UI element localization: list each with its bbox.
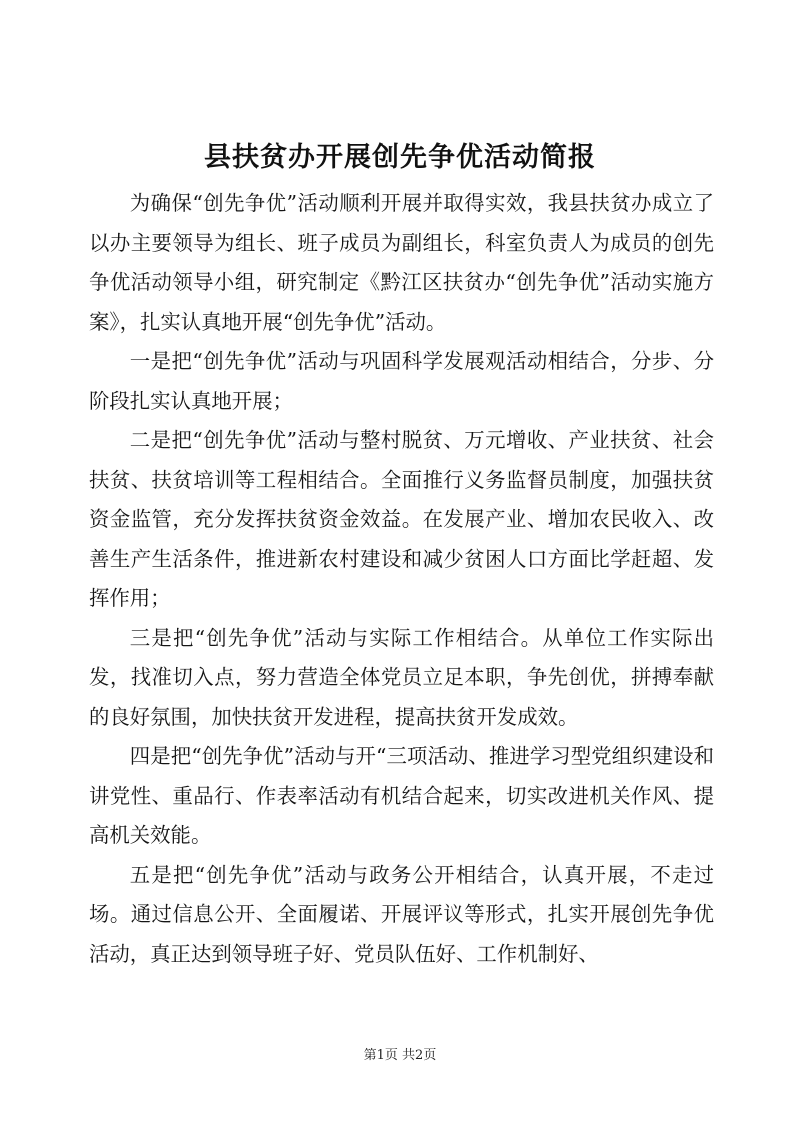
paragraph-point-two: 二是把“创先争优”活动与整村脱贫、万元增收、产业扶贫、社会扶贫、扶贫培训等工程相结合。全面推行义务监督员制度，加强扶贫资金监管，充分发挥扶贫资金效益。在发展产业、增加农民收入、改善生产生活条件，推进新农村建设和减少贫困人口方面比学赶超、发挥作用； <box>89 428 714 610</box>
document-body <box>89 184 714 974</box>
page-number-footer: 第1页 共2页 <box>363 1048 437 1063</box>
paragraph-point-three: 三是把“创先争优”活动与实际工作相结合。从单位工作实际出发，找准切入点，努力营造全体党员立足本职，争先创优，拼搏奉献的良好氛围，加快扶贫开发进程，提高扶贫开发成效。 <box>89 625 714 729</box>
paragraph-intro: 为确保“创先争优”活动顺利开展并取得实效，我县扶贫办成立了以办主要领导为组长、班子成员为副组长，科室负责人为成员的创先争优活动领导小组，研究制定《黔江区扶贫办“创先争优”活动实施方案》，扎实认真地开展“创先争优”活动。 <box>89 191 714 334</box>
paragraph-point-one: 一是把“创先争优”活动与巩固科学发展观活动相结合，分步、分阶段扎实认真地开展； <box>89 349 714 413</box>
paragraph-point-four: 四是把“创先争优”活动与开“三项活动、推进学习型党组织建设和讲党性、重品行、作表率活动有机结合起来，切实改进机关作风、提高机关效能。 <box>89 744 714 847</box>
document-title: 县扶贫办开展创先争优活动简报 <box>204 142 596 173</box>
paragraph-point-five: 五是把“创先争优”活动与政务公开相结合，认真开展，不走过场。通过信息公开、全面履诺、开展评议等形式，扎实开展创先争优活动，真正达到领导班子好、党员队伍好、工作机制好、 <box>89 862 714 966</box>
